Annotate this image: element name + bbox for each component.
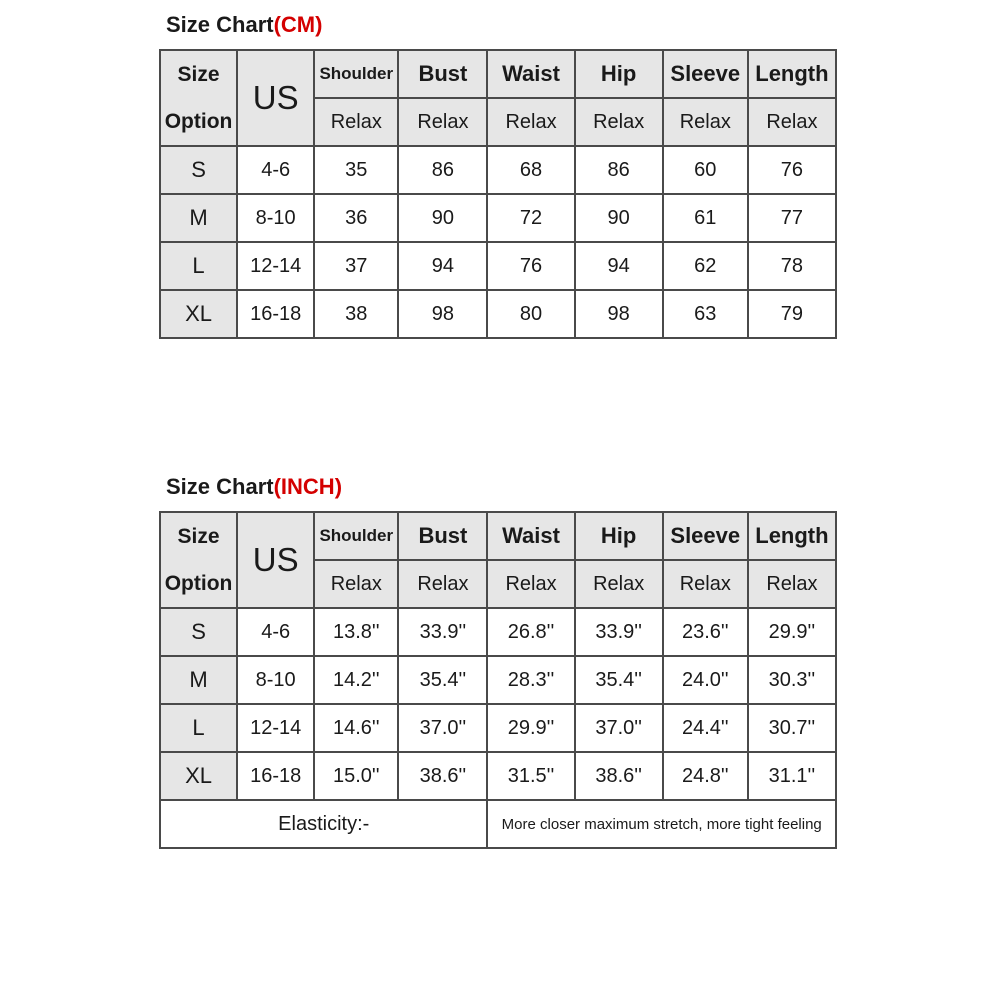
- shoulder-cell: 37: [314, 242, 398, 290]
- relax-label: Relax: [314, 560, 398, 608]
- shoulder-cell: 13.8'': [314, 608, 398, 656]
- col-header-length: Length: [748, 512, 836, 560]
- shoulder-cell: 36: [314, 194, 398, 242]
- header-row: [160, 512, 836, 560]
- bust-cell: 35.4'': [398, 656, 487, 704]
- waist-cell: 72: [487, 194, 574, 242]
- bust-cell: 38.6'': [398, 752, 487, 800]
- relax-label: Relax: [575, 560, 663, 608]
- size-cell: L: [160, 704, 237, 752]
- relax-label: Relax: [748, 560, 836, 608]
- bust-cell: 33.9'': [398, 608, 487, 656]
- us-cell: 12-14: [237, 704, 314, 752]
- col-header-shoulder: Shoulder: [314, 512, 398, 560]
- length-cell: 79: [748, 290, 836, 338]
- size-option-header: [160, 512, 237, 608]
- length-cell: 77: [748, 194, 836, 242]
- col-header-waist: Waist: [487, 50, 574, 98]
- size-cell: S: [160, 146, 237, 194]
- table-row: [160, 242, 836, 290]
- hip-cell: 37.0'': [575, 704, 663, 752]
- size-chart-cm-title: [166, 12, 322, 38]
- sleeve-cell: 60: [663, 146, 748, 194]
- waist-cell: 31.5'': [487, 752, 574, 800]
- shoulder-cell: 38: [314, 290, 398, 338]
- relax-label: Relax: [398, 98, 487, 146]
- hip-cell: 90: [575, 194, 663, 242]
- size-cell: M: [160, 194, 237, 242]
- hip-cell: 98: [575, 290, 663, 338]
- us-cell: 16-18: [237, 752, 314, 800]
- waist-cell: 76: [487, 242, 574, 290]
- relax-label: Relax: [398, 560, 487, 608]
- bust-cell: 98: [398, 290, 487, 338]
- table-row: [160, 146, 836, 194]
- us-cell: 12-14: [237, 242, 314, 290]
- hip-cell: 38.6'': [575, 752, 663, 800]
- size-label: Size: [177, 63, 220, 86]
- table-row: [160, 656, 836, 704]
- hip-cell: 35.4'': [575, 656, 663, 704]
- relax-label: Relax: [575, 98, 663, 146]
- size-chart-inch-title: [166, 474, 342, 500]
- sleeve-cell: 63: [663, 290, 748, 338]
- size-option-header: [160, 50, 237, 146]
- relax-label: Relax: [748, 98, 836, 146]
- shoulder-cell: 35: [314, 146, 398, 194]
- shoulder-cell: 14.2'': [314, 656, 398, 704]
- relax-label: Relax: [487, 560, 574, 608]
- sleeve-cell: 24.4'': [663, 704, 748, 752]
- col-header-sleeve: Sleeve: [663, 512, 748, 560]
- us-cell: 8-10: [237, 656, 314, 704]
- sleeve-cell: 24.0'': [663, 656, 748, 704]
- waist-cell: 29.9'': [487, 704, 574, 752]
- length-cell: 29.9'': [748, 608, 836, 656]
- option-label: Option: [164, 572, 233, 595]
- table-row: [160, 704, 836, 752]
- size-cell: XL: [160, 290, 237, 338]
- us-cell: 4-6: [237, 608, 314, 656]
- us-cell: 16-18: [237, 290, 314, 338]
- sleeve-cell: 62: [663, 242, 748, 290]
- col-header-bust: Bust: [398, 512, 487, 560]
- hip-cell: 94: [575, 242, 663, 290]
- title-prefix: Size Chart: [166, 474, 274, 499]
- size-cell: XL: [160, 752, 237, 800]
- table-row: [160, 290, 836, 338]
- elasticity-row: [160, 800, 836, 848]
- option-label: Option: [164, 110, 233, 133]
- relax-label: Relax: [663, 98, 748, 146]
- title-prefix: Size Chart: [166, 12, 274, 37]
- elasticity-label: Elasticity:-: [160, 800, 487, 848]
- bust-cell: 90: [398, 194, 487, 242]
- bust-cell: 37.0'': [398, 704, 487, 752]
- title-unit: (INCH): [273, 474, 343, 499]
- length-cell: 31.1'': [748, 752, 836, 800]
- shoulder-cell: 14.6'': [314, 704, 398, 752]
- table-row: [160, 752, 836, 800]
- hip-cell: 86: [575, 146, 663, 194]
- col-header-hip: Hip: [575, 50, 663, 98]
- waist-cell: 80: [487, 290, 574, 338]
- col-header-sleeve: Sleeve: [663, 50, 748, 98]
- shoulder-cell: 15.0'': [314, 752, 398, 800]
- col-header-hip: Hip: [575, 512, 663, 560]
- col-header-bust: Bust: [398, 50, 487, 98]
- size-cell: M: [160, 656, 237, 704]
- us-cell: 8-10: [237, 194, 314, 242]
- table-row: [160, 194, 836, 242]
- size-cell: L: [160, 242, 237, 290]
- elasticity-description: More closer maximum stretch, more tight feeling: [487, 800, 836, 848]
- us-cell: 4-6: [237, 146, 314, 194]
- hip-cell: 33.9'': [575, 608, 663, 656]
- bust-cell: 86: [398, 146, 487, 194]
- us-header: US: [237, 512, 314, 608]
- header-row: [160, 50, 836, 98]
- relax-label: Relax: [487, 98, 574, 146]
- table-row: [160, 608, 836, 656]
- waist-cell: 68: [487, 146, 574, 194]
- waist-cell: 26.8'': [487, 608, 574, 656]
- title-unit: (CM): [273, 12, 323, 37]
- length-cell: 30.3'': [748, 656, 836, 704]
- length-cell: 30.7'': [748, 704, 836, 752]
- size-cell: S: [160, 608, 237, 656]
- sleeve-cell: 24.8'': [663, 752, 748, 800]
- col-header-length: Length: [748, 50, 836, 98]
- col-header-waist: Waist: [487, 512, 574, 560]
- length-cell: 78: [748, 242, 836, 290]
- relax-label: Relax: [663, 560, 748, 608]
- size-table-inch: [159, 511, 837, 849]
- bust-cell: 94: [398, 242, 487, 290]
- us-header: US: [237, 50, 314, 146]
- waist-cell: 28.3'': [487, 656, 574, 704]
- sleeve-cell: 61: [663, 194, 748, 242]
- size-table-cm: [159, 49, 837, 339]
- sleeve-cell: 23.6'': [663, 608, 748, 656]
- relax-label: Relax: [314, 98, 398, 146]
- size-label: Size: [177, 525, 220, 548]
- length-cell: 76: [748, 146, 836, 194]
- col-header-shoulder: Shoulder: [314, 50, 398, 98]
